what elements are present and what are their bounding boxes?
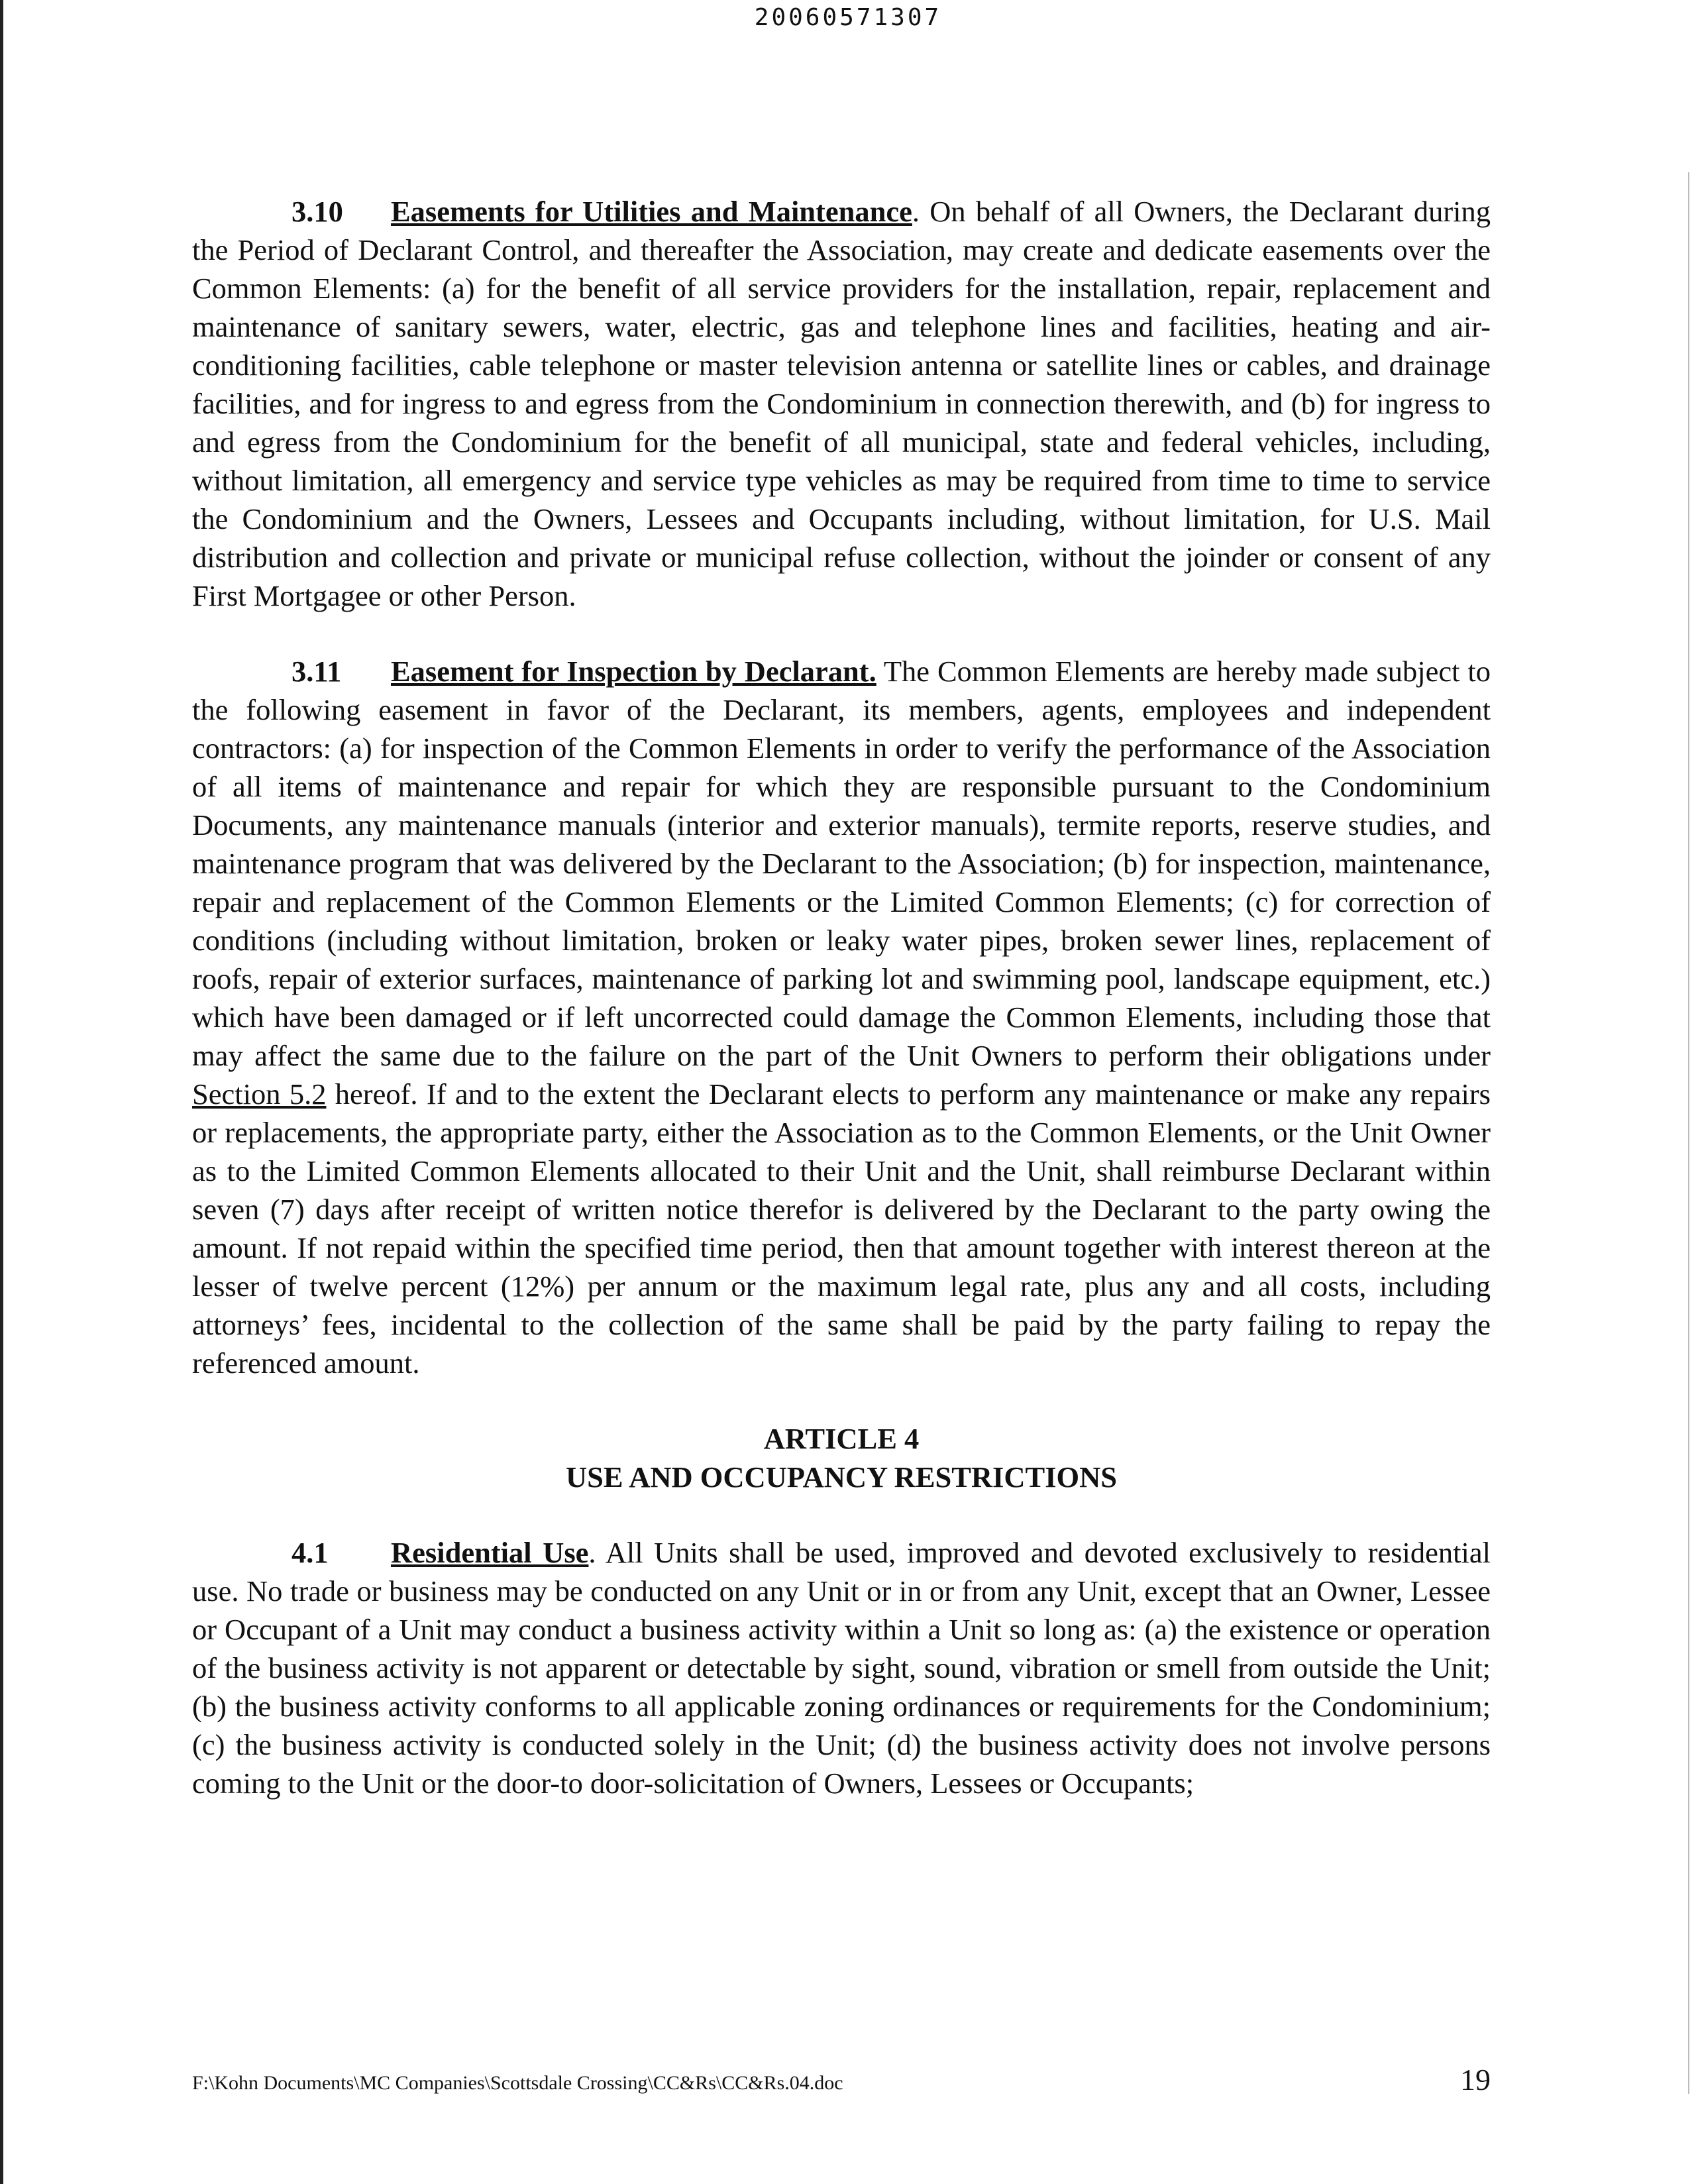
section-3-10 [192, 192, 1491, 615]
page-number: 19 [1460, 2063, 1491, 2097]
section-3-11 [192, 652, 1491, 1382]
article-title: USE AND OCCUPANCY RESTRICTIONS [565, 1460, 1118, 1494]
section-title: Easement for Inspection by Declarant. [391, 655, 876, 688]
section-title: Easements for Utilities and Maintenance [391, 195, 912, 228]
section-number: 3.10 [292, 195, 343, 228]
section-4-1 [192, 1533, 1491, 1802]
article-number: ARTICLE 4 [763, 1422, 920, 1455]
section-title: Residential Use [391, 1536, 589, 1569]
document-number: 20060571307 [754, 4, 942, 31]
scan-right-edge [1688, 172, 1689, 2094]
section-text: . On behalf of all Owners, the Declarant during the Period of Declarant Control, and thereafter the Association, may create and dedicate easements over the Common Elements: (a) for the benefit of all service providers for the installation, repair, replacement and maintenance of sanitary sewers, water, electric, gas and telephone lines and facilities, heating and air-conditioning facilities, cable telephone or master television antenna or satellite lines or cables, and drainage facilities, and for ingress to and egress from the Condominium in connection therewith, and (b) for ingress to and egress from the Condominium for the benefit of all municipal, state and federal vehicles, including, without limitation, all emergency and service type vehicles as may be required from time to time to service the Condominium and the Owners, Lessees and Occupants including, without limitation, for U.S. Mail distribution and collection and private or municipal refuse collection, without the joinder or consent of any First Mortgagee or other Person. [192, 195, 1491, 612]
section-text: . All Units shall be used, improved and devoted exclusively to residential use. No trade or business may be conducted on any Unit or in or from any Unit, except that an Owner, Lessee or Occupant of a Unit may conduct a business activity within a Unit so long as: (a) the existence or operation of the business activity is not apparent or detectable by sight, sound, vibration or smell from outside the Unit; (b) the business activity conforms to all applicable zoning ordinances or requirements for the Condominium; (c) the business activity is conducted solely in the Unit; (d) the business activity does not involve persons coming to the Unit or the door-to door-solicitation of Owners, Lessees or Occupants; [192, 1536, 1491, 1800]
section-text: The Common Elements are hereby made subject to the following easement in favor of the Declarant, its members, agents, employees and independent contractors: (a) for inspection of the Common Elements in order to verify the performance of the Association of all items of maintenance and repair for which they are responsible pursuant to the Condominium Documents, any maintenance manuals (interior and exterior manuals), termite reports, reserve studies, and maintenance program that was delivered by the Declarant to the Association; (b) for inspection, maintenance, repair and replacement of the Common Elements or the Limited Common Elements; (c) for correction of conditions (including without limitation, broken or leaky water pipes, broken sewer lines, replacement of roofs, repair of exterior surfaces, maintenance of parking lot and swimming pool, landscape equipment, etc.) which have been damaged or if left uncorrected could damage the Common Elements, including those that may affect the same due to the failure on the part of the Unit Owners to perform their obligations under [192, 655, 1491, 1072]
article-heading [192, 1419, 1491, 1496]
section-number: 3.11 [292, 655, 342, 688]
section-reference: Section 5.2 [192, 1077, 327, 1111]
footer-file-path: F:\Kohn Documents\MC Companies\Scottsdale Crossing\CC&Rs\CC&Rs.04.doc [192, 2072, 843, 2094]
section-number: 4.1 [292, 1536, 329, 1569]
scan-left-edge [0, 0, 3, 2184]
section-text-continued: hereof. If and to the extent the Declarant elects to perform any maintenance or make any repairs or replacements, the appropriate party, either the Association as to the Common Elements, or the Unit Owner as to the Limited Common Elements allocated to their Unit and the Unit, shall reimburse Declarant within seven (7) days after receipt of written notice therefor is delivered by the Declarant to the party owing the amount. If not repaid within the specified time period, then that amount together with interest thereon at the lesser of twelve percent (12%) per annum or the maximum legal rate, plus any and all costs, including attorneys’ fees, incidental to the collection of the same shall be paid by the party failing to repay the referenced amount. [192, 1077, 1491, 1380]
page-body [192, 192, 1491, 1839]
